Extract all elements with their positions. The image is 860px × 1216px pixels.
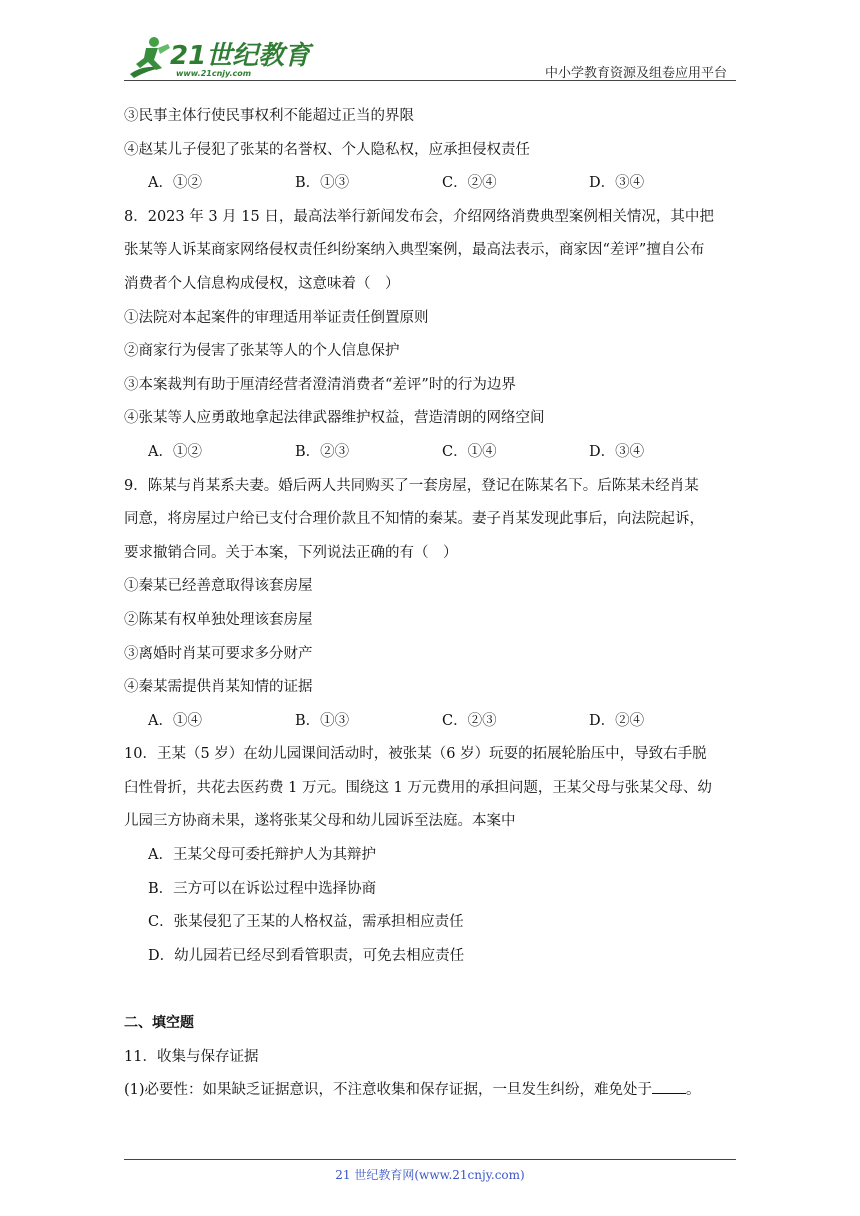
q7-options [124,167,736,201]
q8-options [124,436,736,470]
svg-text:www.21cnjy.com: www.21cnjy.com [176,69,252,78]
q9-statement-2: ②陈某有权单独处理该套房屋 [124,611,313,628]
q9-stem-line: 要求撤销合同。关于本案，下列说法正确的有（ ） [124,544,458,561]
q8-option-c[interactable]: C．①④ [442,443,497,460]
q11-part-1 [124,1074,736,1108]
q9-option-b[interactable]: B．①③ [295,712,350,729]
q9-statement-1: ①秦某已经善意取得该套房屋 [124,578,313,595]
q8-stem-line: 消费者个人信息构成侵权，这意味着（ ） [124,275,400,292]
q10-stem-line: 儿园三方协商未果，遂将张某父母和幼儿园诉至法庭。本案中 [124,813,516,830]
page-header [0,0,860,90]
site-logo [124,34,311,80]
q9-statement-4: ④秦某需提供肖某知情的证据 [124,679,313,696]
q9-option-a[interactable]: A．①④ [148,712,202,729]
footer-link[interactable]: 21 世纪教育网(www.21cnjy.com) [335,1168,525,1182]
q10-option-b[interactable]: B．三方可以在诉讼过程中选择协商 [148,880,377,897]
q8-option-d[interactable]: D．③④ [589,443,645,460]
q8-stem-line: 8．2023 年 3 月 15 日，最高法举行新闻发布会，介绍网络消费典型案例相关情况，其中把 [124,208,714,225]
q8-option-b[interactable]: B．②③ [295,443,350,460]
q7-option-b[interactable]: B．①③ [295,175,350,192]
q8-option-a[interactable]: A．①② [148,443,202,460]
q10-option-c[interactable]: C．张某侵犯了王某的人格权益，需承担相应责任 [148,914,464,931]
q7-option-d[interactable]: D．③④ [589,175,645,192]
q10-stem-line: 10．王某（5 岁）在幼儿园课间活动时，被张某（6 岁）玩耍的拓展轮胎压中，导致右手脱 [124,746,707,763]
q10-stem-line: 臼性骨折，共花去医药费 1 万元。围绕这 1 万元费用的承担问题，王某父母与张某父母、幼 [124,779,712,796]
q9-stem-line: 9．陈某与肖某系夫妻。婚后两人共同购买了一套房屋，登记在陈某名下。后陈某未经肖某 [124,477,699,494]
q9-stem-line: 同意，将房屋过户给已支付合理价款且不知情的秦某。妻子肖某发现此事后，向法院起诉， [124,511,704,528]
spacer [124,973,736,1007]
q8-statement-4: ④张某等人应勇敢地拿起法律武器维护权益，营造清朗的网络空间 [124,410,545,427]
q9-options [124,705,736,739]
platform-name: 中小学教育资源及组卷应用平台 [544,66,727,81]
q7-option-a[interactable]: A．①② [148,175,202,192]
q9-statement-3: ③离婚时肖某可要求多分财产 [124,645,313,662]
footer-divider [124,1159,736,1160]
q11-part-1-text: (1)必要性：如果缺乏证据意识，不注意收集和保存证据，一旦发生纠纷，难免处于 [124,1082,653,1099]
q9-option-c[interactable]: C．②③ [442,712,497,729]
q11-part-1-end: 。 [686,1082,701,1099]
q9-option-d[interactable]: D．②④ [589,712,645,729]
q11-title: 11．收集与保存证据 [124,1048,259,1065]
header-divider [124,80,736,81]
q8-stem-line: 张某等人诉某商家网络侵权责任纠纷案纳入典型案例，最高法表示，商家因“差评”擅自公布 [124,242,705,259]
runner-icon [130,37,170,78]
q7-option-c[interactable]: C．②④ [442,175,497,192]
svg-text:21世纪教育: 21世纪教育 [170,41,311,71]
q7-statement-3: ③民事主体行使民事权利不能超过正当的界限 [124,108,414,124]
answer-blank[interactable] [652,1077,686,1094]
section-title: 二、填空题 [124,1015,194,1032]
q8-statement-1: ①法院对本起案件的审理适用举证责任倒置原则 [124,309,429,326]
q10-option-a[interactable]: A．王某父母可委托辩护人为其辩护 [148,847,376,864]
q10-option-d[interactable]: D．幼儿园若已经尽到看管职责，可免去相应责任 [148,947,465,964]
exam-content [124,100,736,1108]
q8-statement-2: ②商家行为侵害了张某等人的个人信息保护 [124,343,400,360]
q8-statement-3: ③本案裁判有助于厘清经营者澄清消费者“差评”时的行为边界 [124,376,516,393]
q7-statement-4: ④赵某儿子侵犯了张某的名誉权、个人隐私权，应承担侵权责任 [124,141,530,158]
